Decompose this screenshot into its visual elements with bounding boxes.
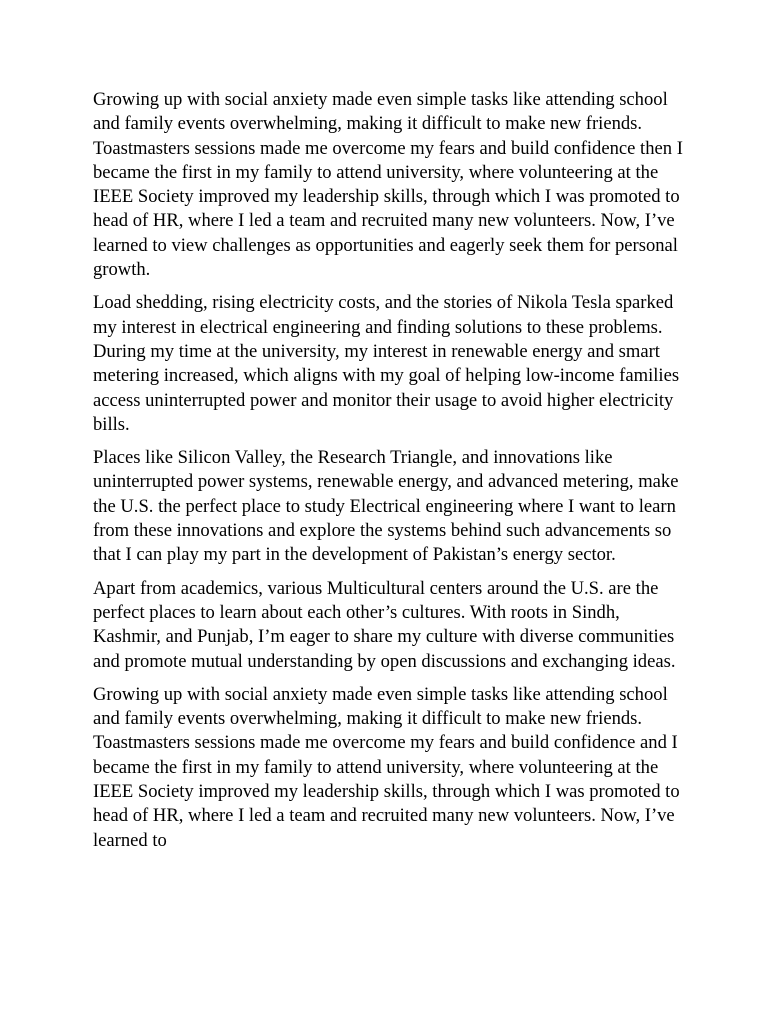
document-body: [93, 88, 683, 862]
paragraph-study-in-us: Places like Silicon Valley, the Research Triangle, and innovations like uninterrupted power systems, renewable energy, and advanced metering, make the U.S. the perfect place to study Electrical engineering where I want to learn from these innovations and explore the systems behind such advancements so that I can play my part in the development of Pakistan’s energy sector.: [93, 447, 679, 566]
paragraph-multicultural: Apart from academics, various Multicultural centers around the U.S. are the perfect places to learn about each other’s cultures. With roots in Sindh, Kashmir, and Punjab, I’m eager to share my culture with diverse communities and promote mutual understanding by open discussions and exchanging ideas.: [93, 577, 676, 672]
paragraph-social-anxiety-repeat: Growing up with social anxiety made even simple tasks like attending school and family events overwhelming, making it difficult to make new friends. Toastmasters sessions made me overcome my fears and build confidence and I became the first in my family to attend university, where volunteering at the IEEE Society improved my leadership skills, through which I was promoted to head of HR, where I led a team and recruited many new volunteers. Now, I’ve learned to: [93, 683, 680, 851]
paragraph-electrical-interest: Load shedding, rising electricity costs, and the stories of Nikola Tesla sparked my interest in electrical engineering and finding solutions to these problems. During my time at the university, my interest in renewable energy and smart metering increased, which aligns with my goal of helping low-income families access uninterrupted power and monitor their usage to avoid higher electricity bills.: [93, 292, 680, 435]
paragraph-social-anxiety: Growing up with social anxiety made even simple tasks like attending school and family events overwhelming, making it difficult to make new friends. Toastmasters sessions made me overcome my fears and build confidence then I became the first in my family to attend university, where volunteering at the IEEE Society improved my leadership skills, through which I was promoted to head of HR, where I led a team and recruited many new volunteers. Now, I’ve learned to view challenges as opportunities and eagerly seek them for personal growth.: [93, 89, 683, 281]
